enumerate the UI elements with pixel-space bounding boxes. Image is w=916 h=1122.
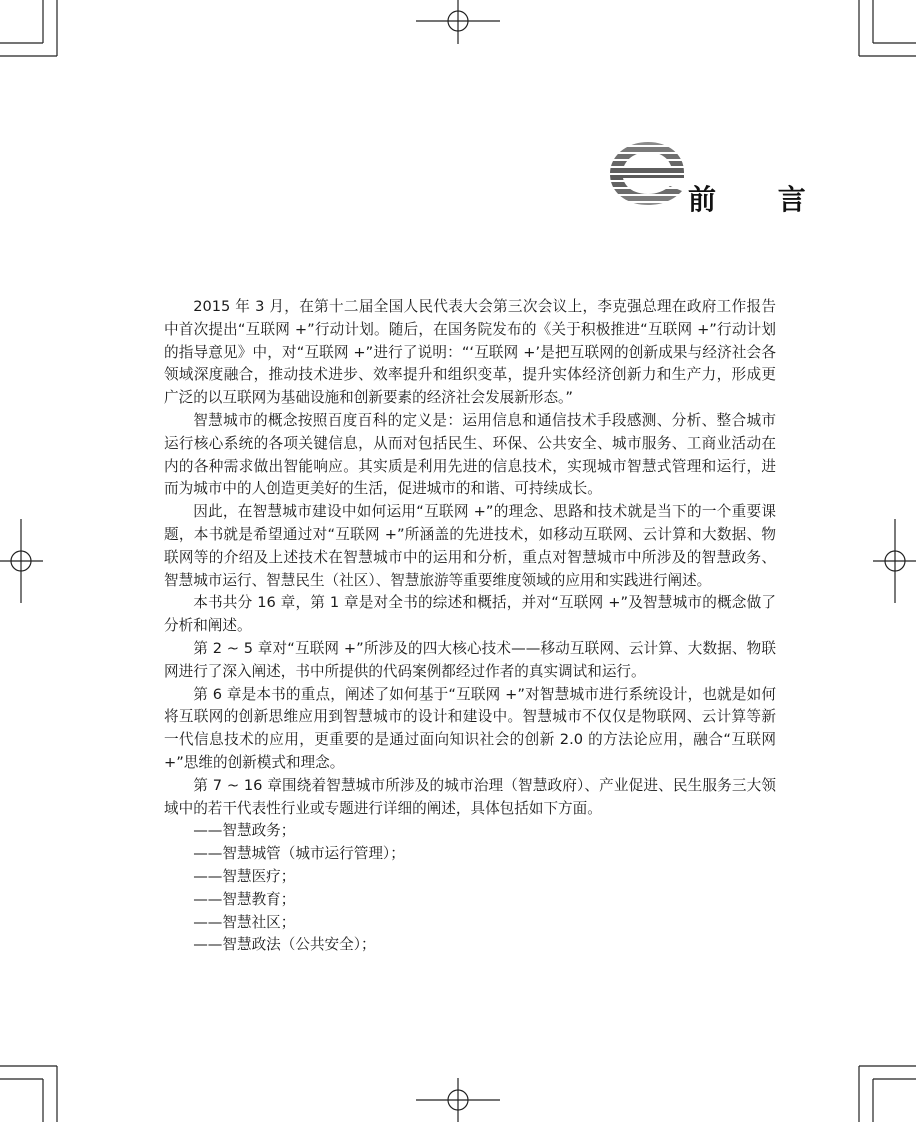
list-item: ——智慧政务； <box>193 822 296 840</box>
list-item: ——智慧城管（城市运行管理）； <box>193 845 405 863</box>
preface-body <box>164 296 776 957</box>
paragraph: 智慧城市的概念按照百度百科的定义是：运用信息和通信技术手段感测、分析、整合城市运行核心系统的各项关键信息，从而对包括民生、环保、公共安全、城市服务、工商业活动在内的各种需求做出智能响应。其实质是利用先进的信息技术，实现城市智慧式管理和运行，进而为城市中的人创造更美好的生活，促进城市的和谐、可持续成长。 <box>164 411 776 498</box>
list-item: ——智慧医疗； <box>193 867 296 885</box>
paragraph: 第 7 ~ 16 章围绕着智慧城市所涉及的城市治理（智慧政府）、产业促进、民生服务三大领域中的若干代表性行业或专题进行详细的阐述，具体包括如下方面。 <box>164 776 776 817</box>
page-title: 前 言 <box>688 183 832 216</box>
list-item: ——智慧政法（公共安全）； <box>193 936 376 954</box>
e-letter-logo-icon <box>606 138 690 208</box>
paragraph: 本书共分 16 章，第 1 章是对全书的综述和概括，并对“互联网 +”及智慧城市的概念做了分析和阐述。 <box>164 594 776 635</box>
paragraph: 第 6 章是本书的重点，阐述了如何基于“互联网 +”对智慧城市进行系统设计，也就是如何将互联网的创新思维应用到智慧城市的设计和建设中。智慧城市不仅仅是物联网、云计算等新一代信息技术的应用，更重要的是通过面向知识社会的创新 2.0 的方法论应用，融合“互联网 +”思维的创新模式和理念。 <box>164 685 776 771</box>
paragraph: 第 2 ~ 5 章对“互联网 +”所涉及的四大核心技术——移动互联网、云计算、大数据、物联网进行了深入阐述，书中所提供的代码案例都经过作者的真实调试和运行。 <box>164 639 776 680</box>
list-item: ——智慧教育； <box>193 890 296 908</box>
paragraph: 2015 年 3 月，在第十二届全国人民代表大会第三次会议上，李克强总理在政府工作报告中首次提出“互联网 +”行动计划。随后，在国务院发布的《关于积极推进“互联网 +”行动计划的指导意见》中，对“互联网 +”进行了说明：“‘互联网 +’是把互联网的创新成果与经济社会各领域深度融合，推动技术进步、效率提升和组织变革，提升实体经济创新力和生产力，形成更广泛的以互联网为基础设施和创新要素的经济社会发展新形态。” <box>164 298 776 407</box>
paragraph: 因此，在智慧城市建设中如何运用“互联网 +”的理念、思路和技术就是当下的一个重要课题，本书就是希望通过对“互联网 +”所涵盖的先进技术，如移动互联网、云计算和大数据、物联网等的介绍及上述技术在智慧城市中的运用和分析，重点对智慧城市中所涉及的智慧政务、智慧城市运行、智慧民生（社区）、智慧旅游等重要维度领域的应用和实践进行阐述。 <box>164 503 776 589</box>
list-item: ——智慧社区； <box>193 913 296 931</box>
